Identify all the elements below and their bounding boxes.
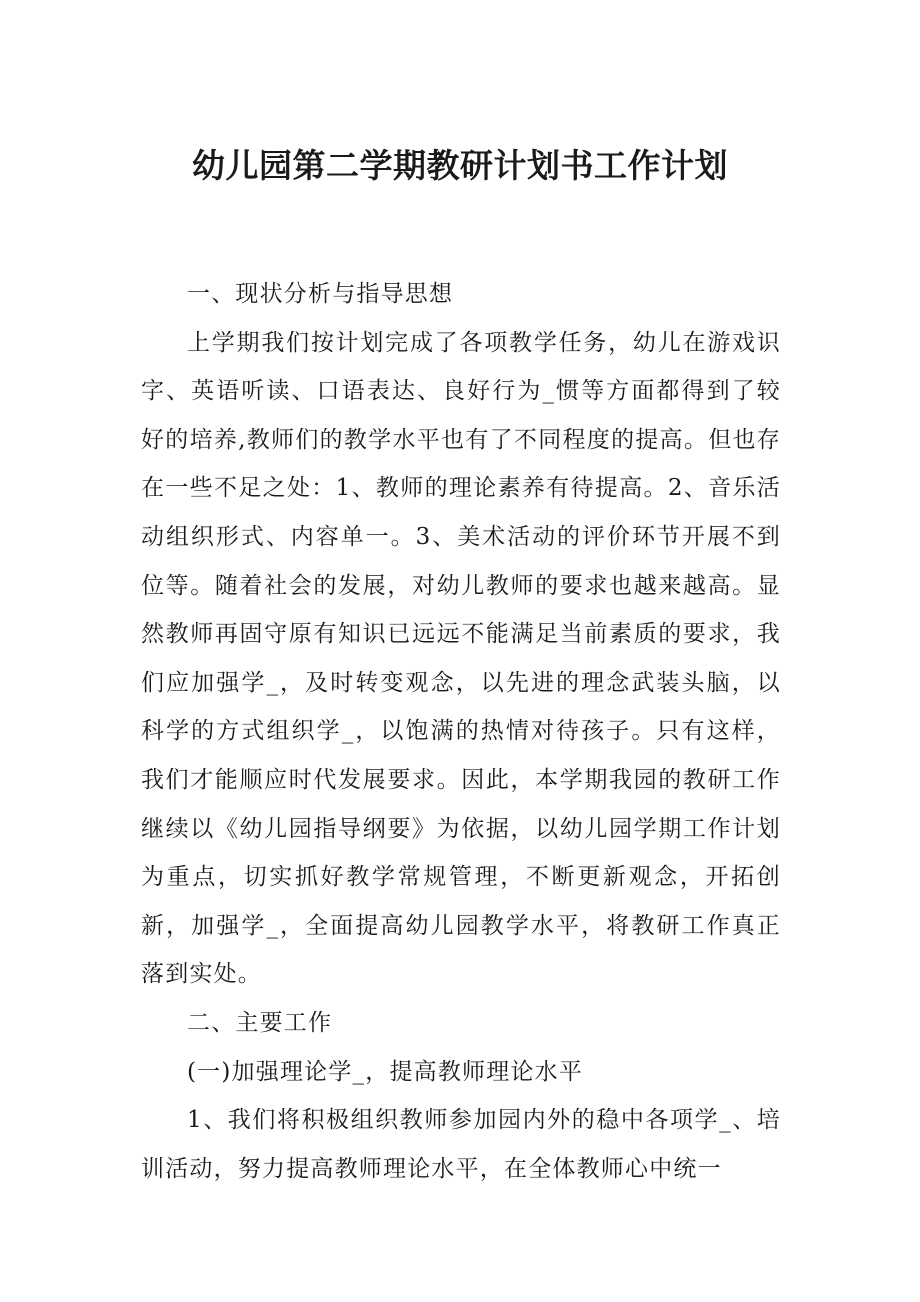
document-title: 幼儿园第二学期教研计划书工作计划 bbox=[192, 146, 728, 185]
paragraph-item-1: 1、我们将积极组织教师参加园内外的稳中各项学_、培训活动，努力提高教师理论水平，在全体教师心中统一 bbox=[141, 1107, 781, 1182]
section-heading-1: 一、现状分析与指导思想 bbox=[187, 281, 454, 307]
section-heading-2: 二、主要工作 bbox=[187, 1009, 333, 1036]
paragraph-analysis: 上学期我们按计划完成了各项教学任务，幼儿在游戏识字、英语听读、口语表达、良好行为_惯等方面都得到了较好的培养,教师们的教学水平也有了不同程度的提高。但也存在一些不足之处：1、教师的理论素养有待提高。2、音乐活动组织形式、内容单一。3、美术活动的评价环节开展不到位等。随着社会的发展，对幼儿教师的要求也越来越高。显然教师再固守原有知识已远远不能满足当前素质的要求，我们应加强学_，及时转变观念，以先进的理念武装头脑，以科学的方式组织学_，以饱满的热情对待孩子。只有这样，我们才能顺应时代发展要求。因此，本学期我园的教研工作继续以《幼儿园指导纲要》为依据，以幼儿园学期工作计划为重点，切实抓好教学常规管理，不断更新观念，开拓创新，加强学_，全面提高幼儿园教学水平，将教研工作真正落到实处。 bbox=[141, 329, 781, 988]
subsection-heading-1: (一)加强理论学_，提高教师理论水平 bbox=[187, 1058, 584, 1085]
document-body bbox=[141, 270, 781, 1193]
